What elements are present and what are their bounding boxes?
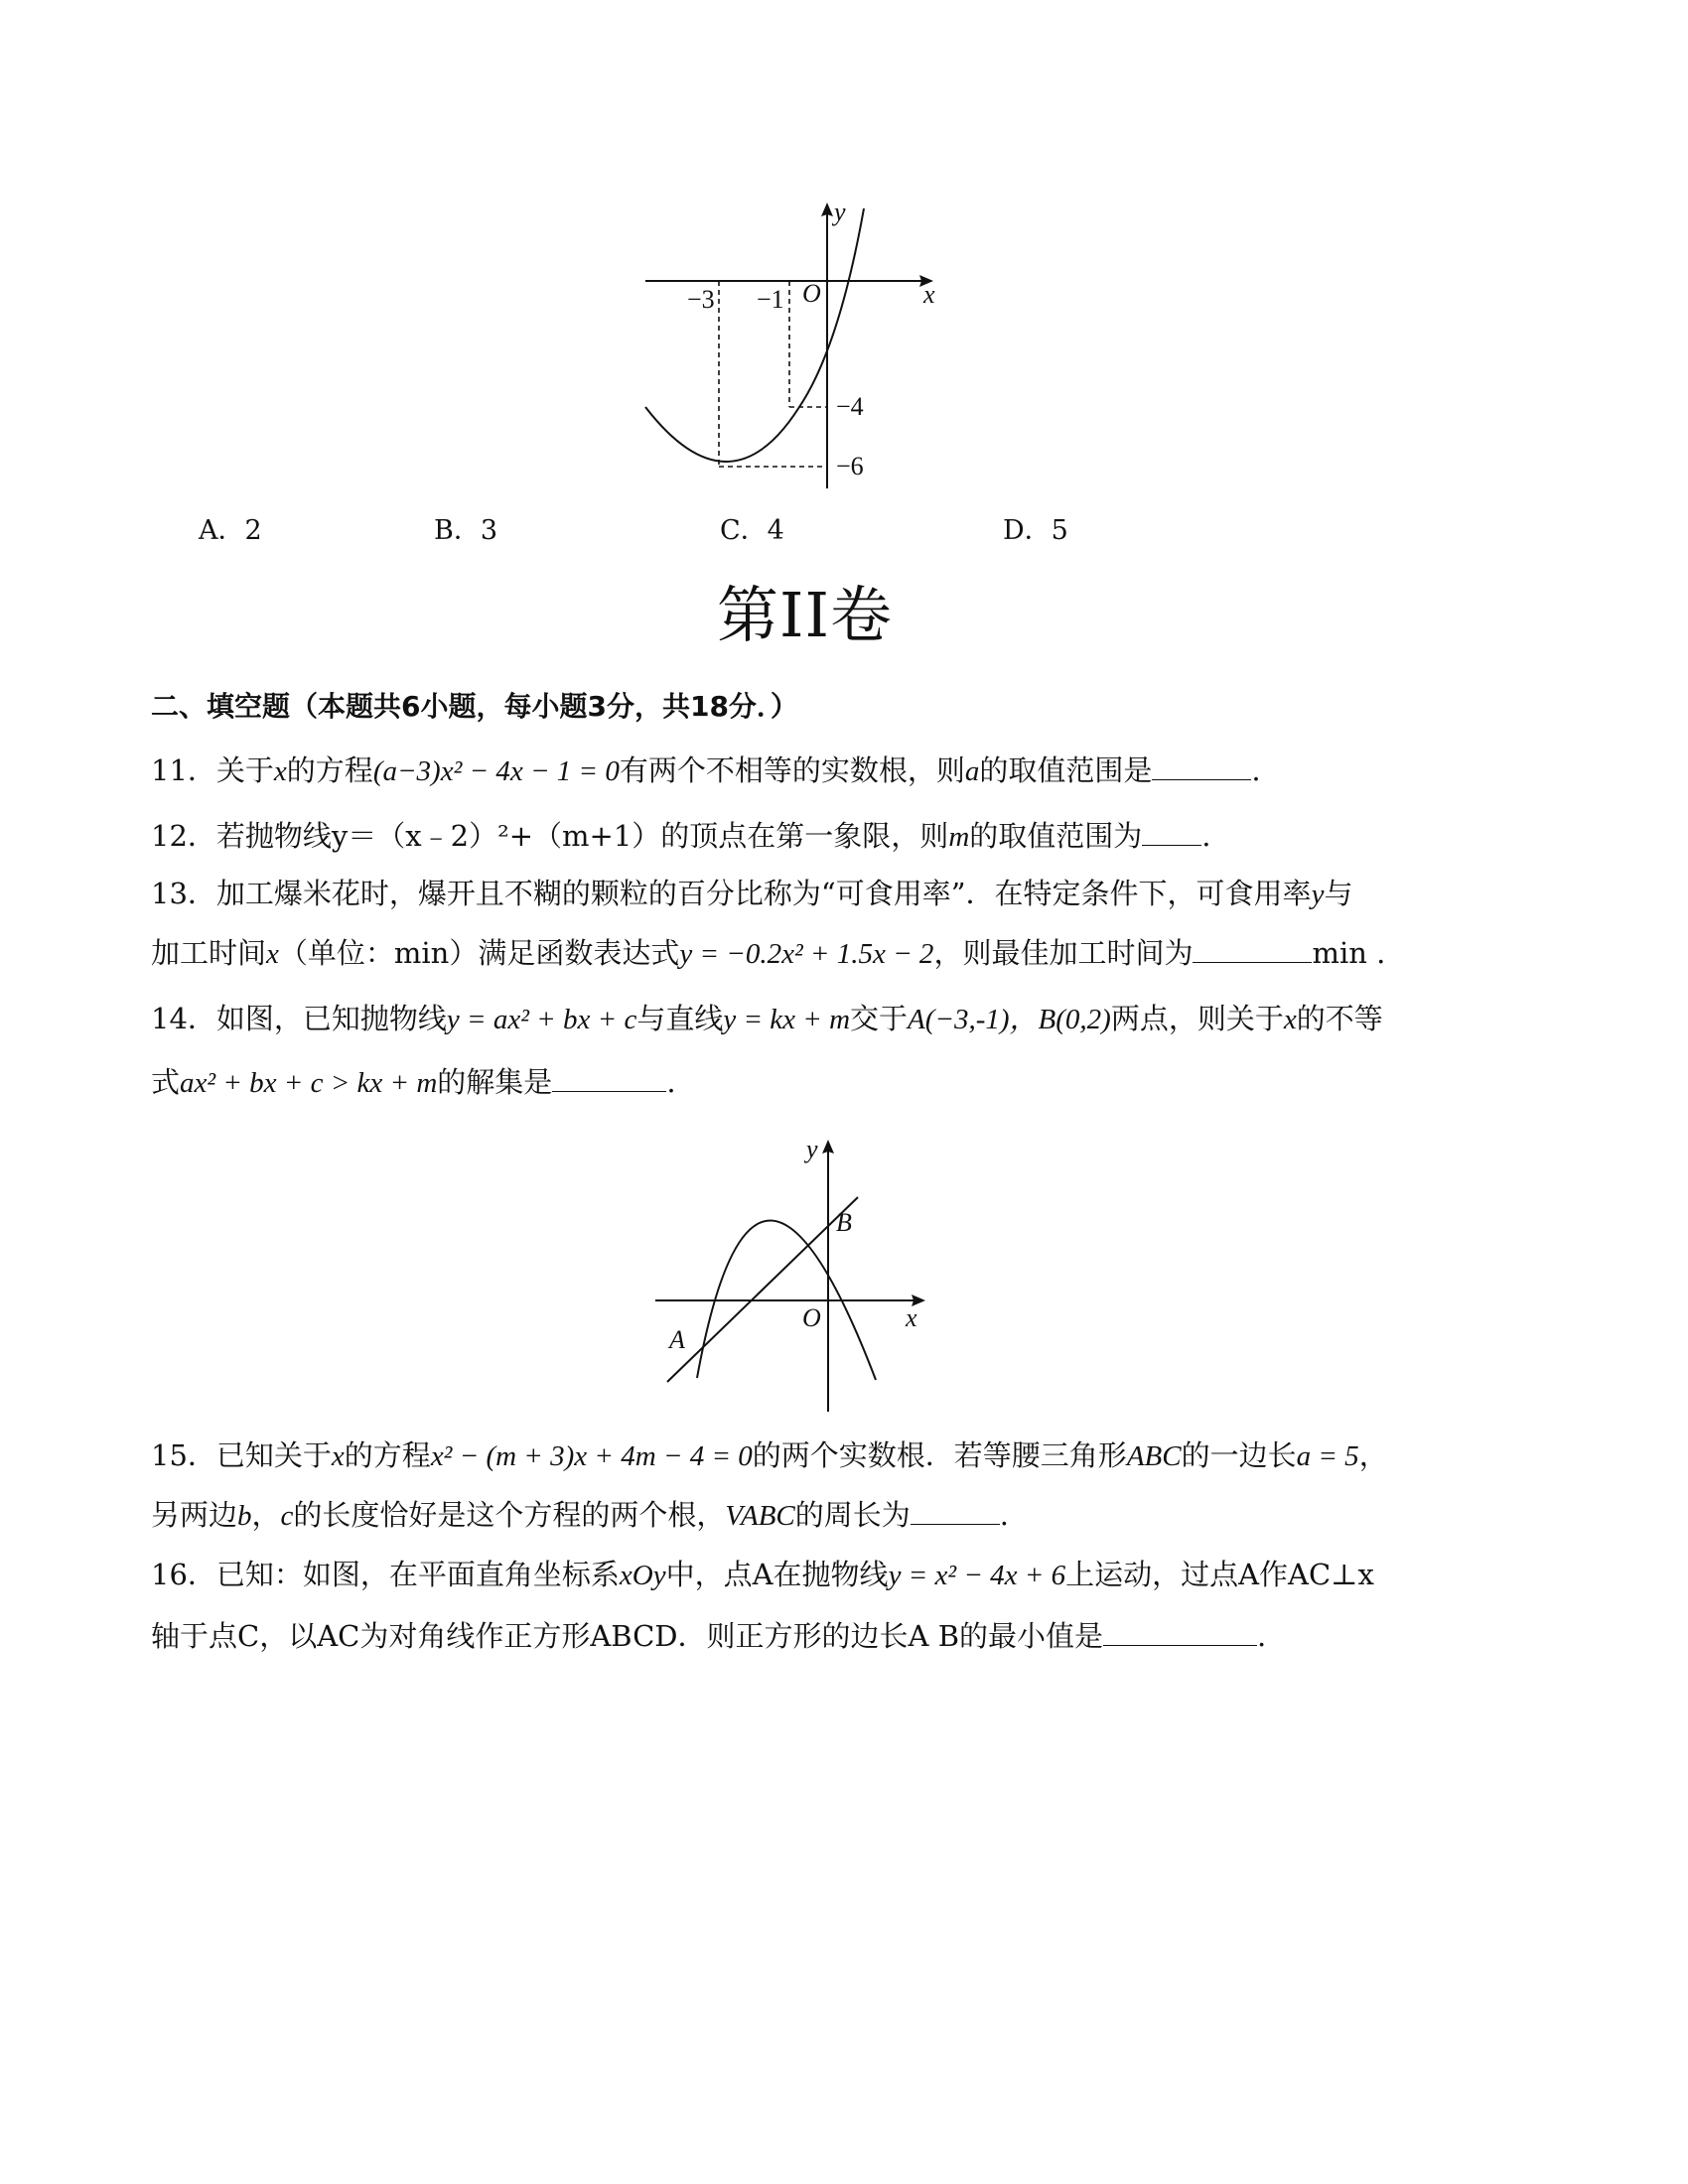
q14-parabola-expr: y = ax² + bx + c bbox=[446, 1004, 637, 1035]
choice-b-value: 3 bbox=[480, 515, 498, 546]
choice-d-letter: D． bbox=[1003, 515, 1052, 546]
q12-answer-blank[interactable] bbox=[1142, 819, 1201, 846]
question-11: 11．关于x的方程(a−3)x² − 4x − 1 = 0有两个不相等的实数根，则a的取值范围是 . bbox=[151, 753, 1261, 787]
tick-label-neg3: −3 bbox=[687, 285, 715, 314]
q11-equation: (a−3)x² − 4x − 1 = 0 bbox=[372, 755, 620, 787]
choice-c-value: 4 bbox=[767, 515, 784, 546]
q15-answer-blank[interactable] bbox=[911, 1498, 1000, 1525]
q11-answer-blank[interactable] bbox=[1152, 753, 1251, 780]
choice-a[interactable] bbox=[199, 508, 262, 547]
axis-label-y: y bbox=[806, 1135, 818, 1163]
point-a-label: A bbox=[669, 1325, 685, 1354]
question-14-line-2: 式ax² + bx + c > kx + m的解集是 . bbox=[151, 1065, 676, 1099]
q15-equation: x² − (m + 3)x + 4m − 4 = 0 bbox=[430, 1440, 753, 1472]
choice-c-letter: C． bbox=[720, 515, 768, 546]
question-15-line-2: 另两边b，c的长度恰好是这个方程的两个根，VABC的周长为 . bbox=[151, 1498, 1009, 1532]
q16-answer-blank[interactable] bbox=[1103, 1619, 1257, 1646]
tick-label-neg4: −4 bbox=[836, 392, 864, 421]
question-15-line-1: 15．已知关于x的方程x² − (m + 3)x + 4m − 4 = 0的两个实数根．若等腰三角形ABC的一边长a = 5， bbox=[151, 1438, 1388, 1472]
section-heading: 二、填空题（本题共6小题，每小题3分，共18分．） bbox=[151, 690, 798, 723]
q14-points: A(−3,-1)，B(0,2) bbox=[908, 1004, 1111, 1035]
q16-equation: y = x² − 4x + 6 bbox=[888, 1560, 1066, 1591]
choice-a-letter: A． bbox=[199, 515, 245, 546]
volume-title: 第II卷 bbox=[717, 579, 893, 651]
question-13-line-2: 加工时间x（单位：min）满足函数表达式y = −0.2x² + 1.5x − 2，则最佳加工时间为 min . bbox=[151, 936, 1386, 970]
origin-label: O bbox=[802, 1303, 821, 1332]
figure-2-parabola-line bbox=[645, 1132, 943, 1420]
tick-label-neg1: −1 bbox=[757, 285, 784, 314]
question-16-line-1: 16．已知：如图，在平面直角坐标系xOy中，点A在抛物线y = x² − 4x + 6上运动，过点A作AC⊥x bbox=[151, 1558, 1374, 1591]
y-axis-arrow-icon bbox=[822, 1140, 834, 1154]
q13-answer-blank[interactable] bbox=[1193, 936, 1312, 963]
q13-equation: y = −0.2x² + 1.5x − 2 bbox=[679, 938, 934, 970]
axis-label-y: y bbox=[834, 199, 846, 226]
origin-label: O bbox=[802, 279, 821, 308]
straight-line bbox=[667, 1197, 858, 1382]
point-b-label: B bbox=[836, 1208, 852, 1237]
question-14-line-1: 14．如图，已知抛物线y = ax² + bx + c与直线y = kx + m交于A(−3,-1)，B(0,2)两点，则关于x的不等 bbox=[151, 1002, 1383, 1035]
choice-b[interactable] bbox=[434, 508, 497, 547]
y-axis-arrow-icon bbox=[821, 203, 833, 216]
question-13-line-1: 13．加工爆米花时，爆开且不糊的颗粒的百分比称为“可食用率”．在特定条件下，可食用率y与 bbox=[151, 877, 1353, 910]
figure-1-parabola bbox=[635, 199, 953, 496]
parabola-curve bbox=[645, 208, 864, 462]
q12-equation: y＝（x﹣2）²+（m+1） bbox=[331, 819, 661, 853]
choice-c[interactable] bbox=[720, 508, 784, 547]
q14-line-expr: y = kx + m bbox=[723, 1004, 851, 1035]
choice-a-value: 2 bbox=[244, 515, 262, 546]
axis-label-x: x bbox=[923, 280, 935, 309]
q14-inequality: ax² + bx + c > kx + m bbox=[180, 1067, 438, 1099]
q14-answer-blank[interactable] bbox=[552, 1065, 666, 1092]
tick-label-neg6: −6 bbox=[836, 452, 864, 480]
question-16-line-2: 轴于点C，以AC为对角线作正方形ABCD．则正方形的边长A B的最小值是 . bbox=[151, 1619, 1267, 1653]
choice-b-letter: B． bbox=[434, 515, 481, 546]
axis-label-x: x bbox=[906, 1303, 917, 1332]
choice-d[interactable] bbox=[1003, 508, 1068, 547]
choice-d-value: 5 bbox=[1051, 515, 1068, 546]
question-12: 12．若抛物线y＝（x﹣2）²+（m+1）的顶点在第一象限，则m的取值范围为 . bbox=[151, 819, 1211, 853]
